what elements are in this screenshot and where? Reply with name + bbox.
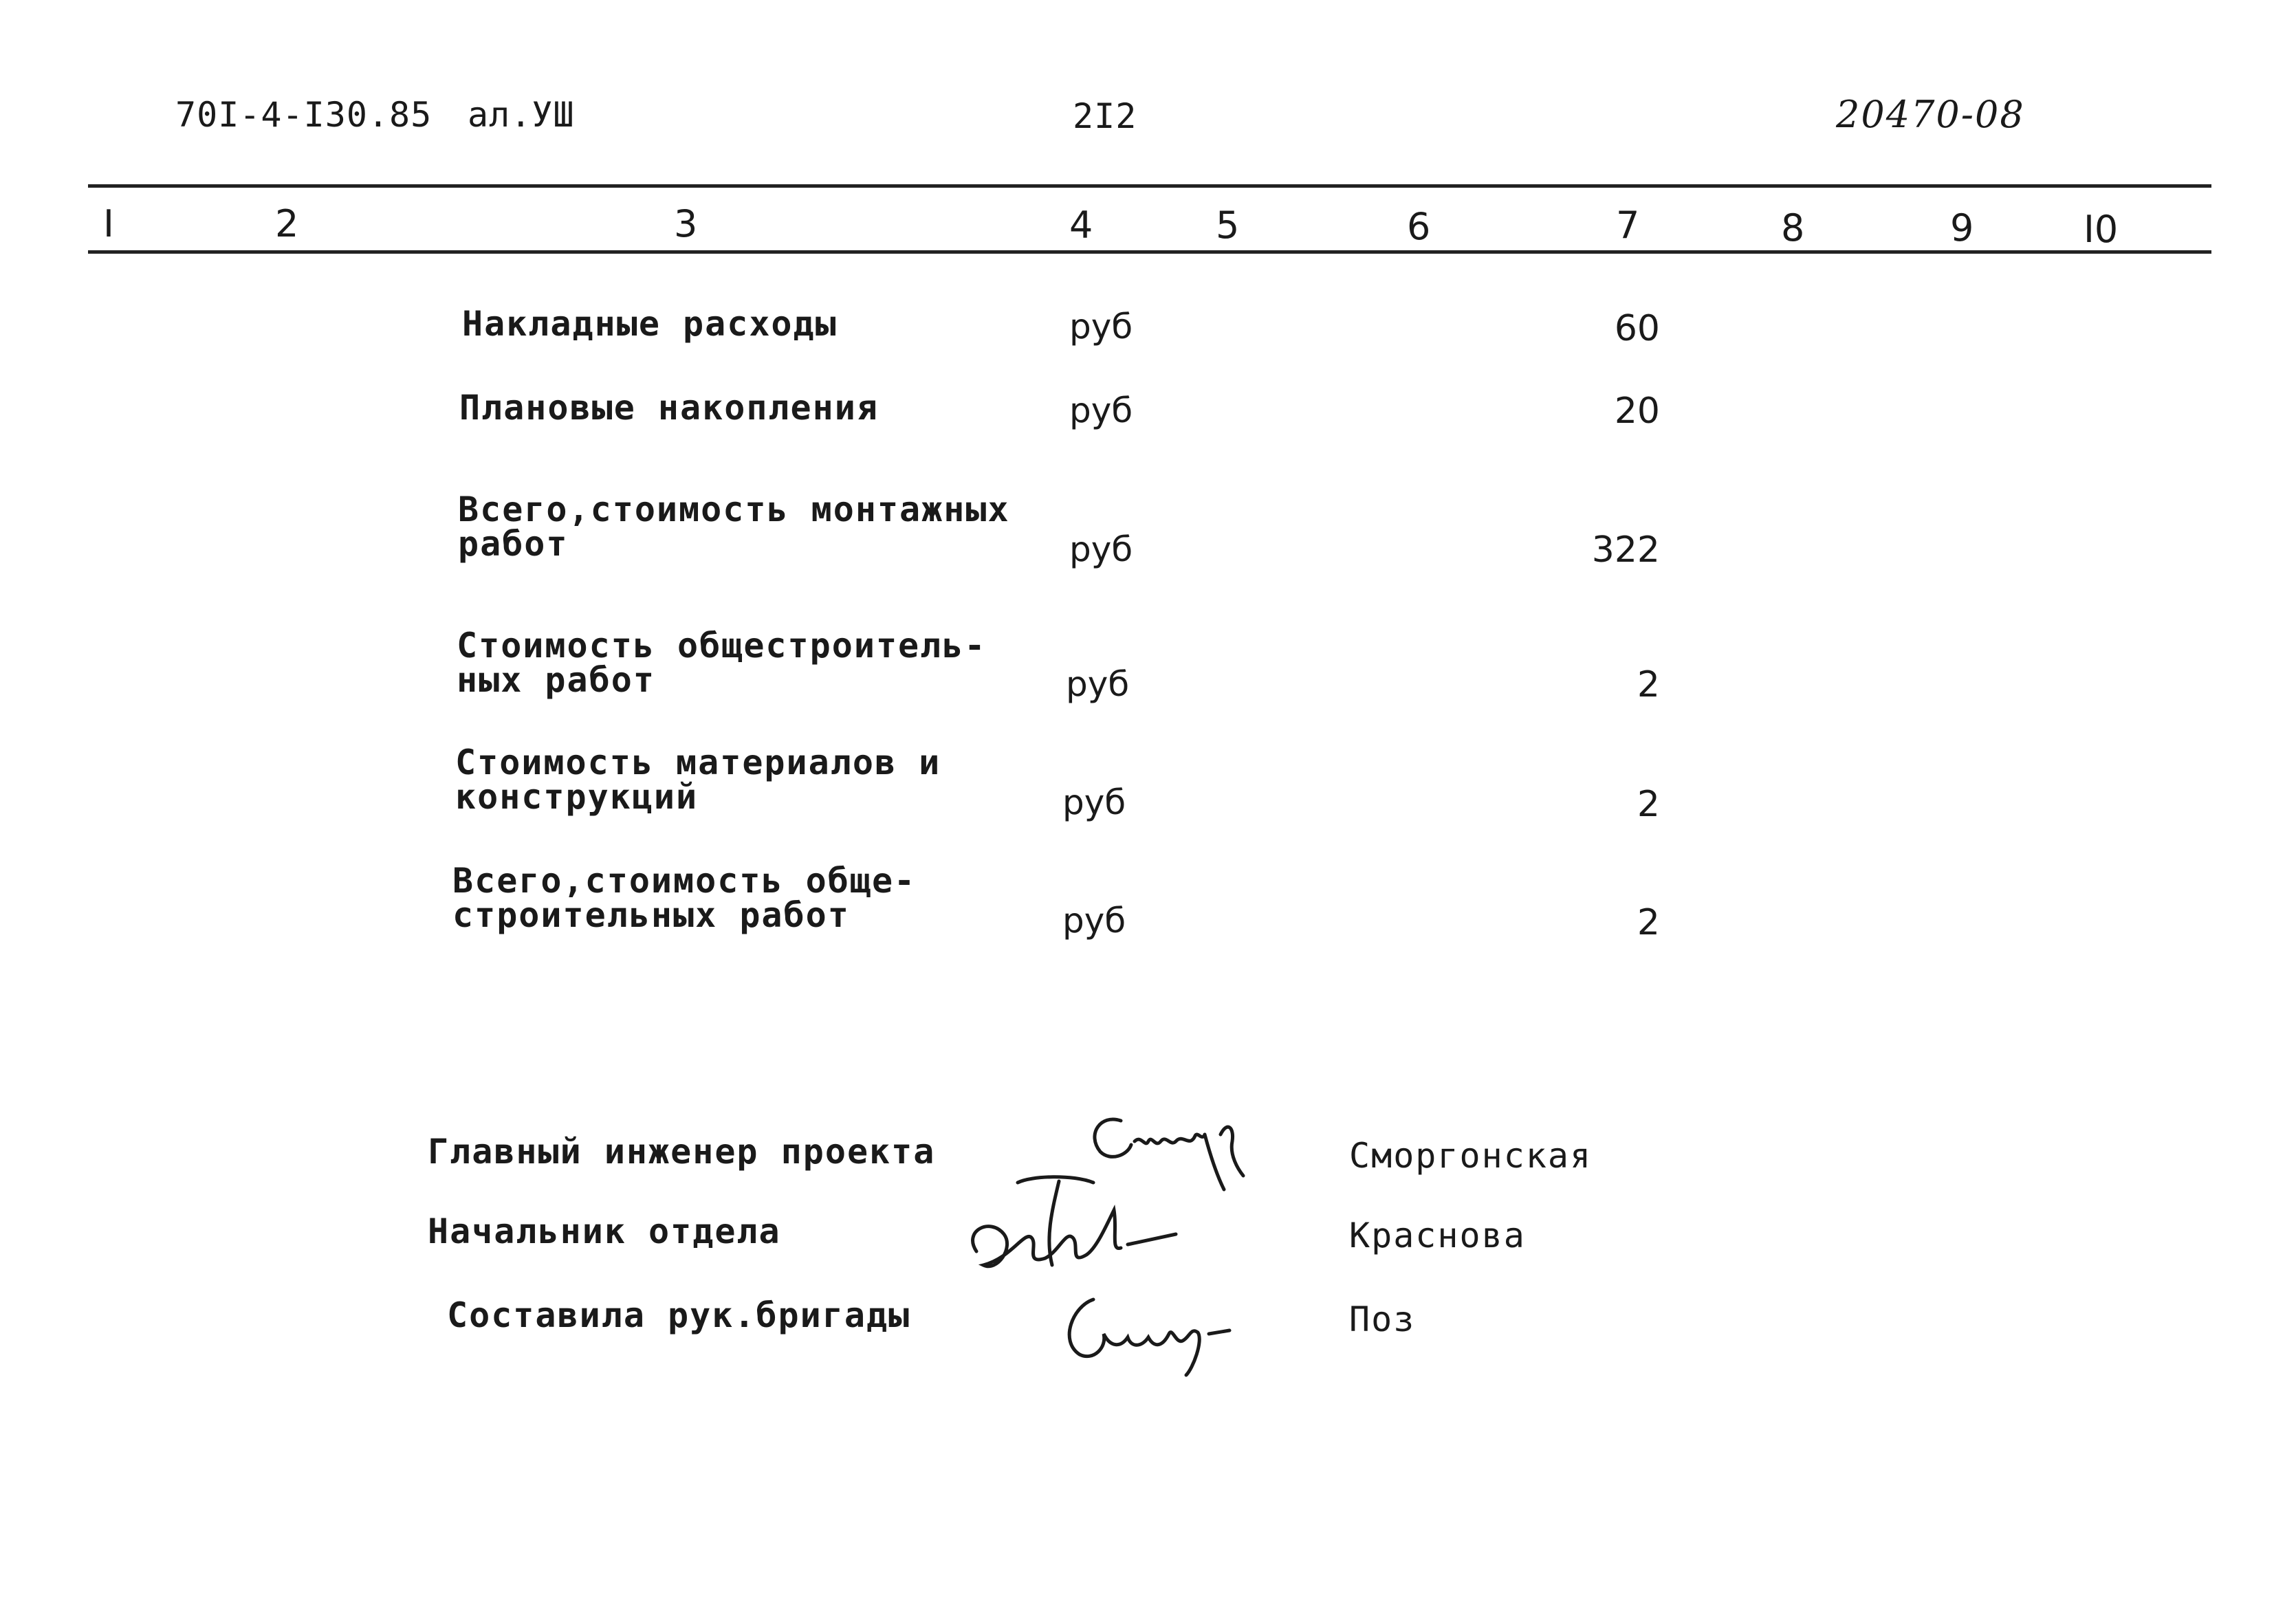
- row-unit: руб: [1066, 664, 1130, 704]
- signatory-name-department-head: Краснова: [1349, 1216, 1526, 1255]
- column-number-6: 6: [1407, 205, 1431, 248]
- row-unit: руб: [1062, 901, 1126, 941]
- row-label: Плановые накопления: [459, 388, 879, 428]
- row-label: Стоимость материалов и: [455, 743, 941, 782]
- row-value: 2: [1637, 664, 1660, 705]
- row-label: Накладные расходы: [462, 304, 838, 344]
- column-number-7: 7: [1616, 204, 1640, 247]
- row-label: ных работ: [457, 660, 655, 700]
- signatory-name-chief-engineer: Сморгонская: [1349, 1136, 1593, 1176]
- row-value: 60: [1614, 308, 1660, 349]
- column-number-5: 5: [1216, 204, 1240, 247]
- column-number-4: 4: [1069, 204, 1093, 247]
- row-value: 2: [1637, 902, 1660, 943]
- column-number-8: 8: [1781, 206, 1805, 250]
- row-label: конструкций: [455, 777, 699, 817]
- row-unit: руб: [1069, 529, 1133, 569]
- signature-role-department-head: Начальник отдела: [428, 1211, 781, 1251]
- table-header-bottom-rule: [88, 250, 2211, 254]
- column-number-2: 2: [275, 202, 299, 245]
- handwritten-reference: 20470-08: [1836, 93, 2025, 136]
- album-label: ал.УШ: [468, 95, 575, 135]
- row-label: строительных работ: [452, 895, 850, 935]
- signature-role-chief-engineer: Главный инженер проекта: [428, 1132, 936, 1172]
- handwritten-signature-compiled-by: [1045, 1279, 1265, 1389]
- row-value: 322: [1591, 529, 1660, 571]
- document-code: 70I-4-I30.85: [175, 95, 433, 135]
- column-number-1: I: [103, 202, 114, 245]
- row-unit: руб: [1069, 391, 1133, 430]
- row-value: 2: [1637, 784, 1660, 825]
- row-label: Стоимость общестроитель-: [457, 626, 987, 666]
- row-label: Всего,стоимость обще-: [452, 861, 917, 901]
- signature-role-compiled-by: Составила рук.бригады: [447, 1295, 911, 1335]
- page-number: 2I2: [1073, 96, 1137, 136]
- signatory-name-compiled-by: Поз: [1349, 1299, 1416, 1339]
- column-number-10: I0: [2084, 208, 2119, 251]
- row-label: Всего,стоимость монтажных: [458, 490, 1010, 529]
- row-unit: руб: [1069, 307, 1133, 347]
- column-number-3: 3: [674, 202, 698, 245]
- row-value: 20: [1614, 391, 1660, 432]
- table-top-rule: [88, 184, 2211, 188]
- row-label: работ: [458, 524, 569, 564]
- column-number-9: 9: [1950, 206, 1974, 250]
- row-unit: руб: [1062, 782, 1126, 822]
